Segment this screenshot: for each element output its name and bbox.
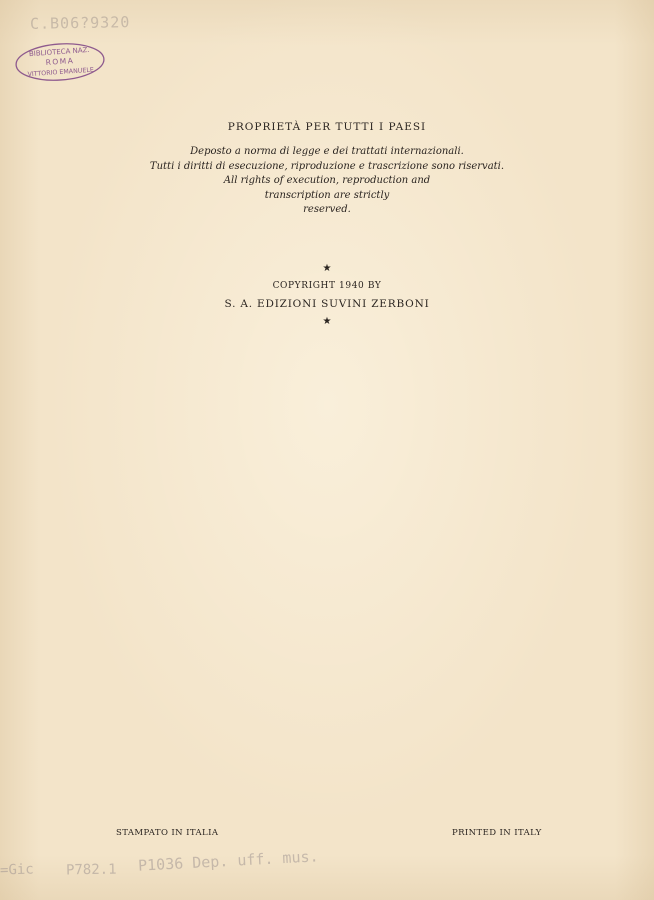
rights-line: Tutti i diritti di esecuzione, riproduzione e trascrizione sono riservati. (149, 160, 505, 172)
publisher-name: S. A. EDIZIONI SUVINI ZERBONI (224, 298, 430, 310)
rights-line: Deposto a norma di legge e dei trattati internazionali. (190, 146, 464, 157)
rights-line: All rights of execution, reproduction and (223, 175, 431, 186)
printed-in-italia: STAMPATO IN ITALIA (116, 828, 219, 838)
rights-heading: PROPRIETÀ PER TUTTI I PAESI (227, 121, 427, 133)
svg-text:VITTORIO EMANUELE: VITTORIO EMANUELE (27, 66, 95, 79)
rights-line: reserved. (303, 204, 351, 215)
svg-text:BIBLIOTECA NAZ.: BIBLIOTECA NAZ. (28, 45, 90, 59)
star-ornament: ★ (322, 263, 332, 274)
star-ornament: ★ (322, 316, 332, 327)
pencil-note: P782.1 (65, 861, 117, 879)
printed-in-italy: PRINTED IN ITALY (452, 828, 542, 838)
rights-notice (0, 145, 654, 218)
pencil-note: P1036 Dep. uff. mus. (137, 847, 319, 875)
copyright-line: COPYRIGHT 1940 BY (272, 281, 382, 291)
rights-line: transcription are strictly (264, 189, 390, 201)
pencil-accession-number: C.B06?9320 (29, 13, 131, 33)
pencil-note: =Gic (0, 861, 34, 879)
svg-text:ROMA: ROMA (45, 56, 75, 67)
library-stamp (14, 42, 106, 82)
